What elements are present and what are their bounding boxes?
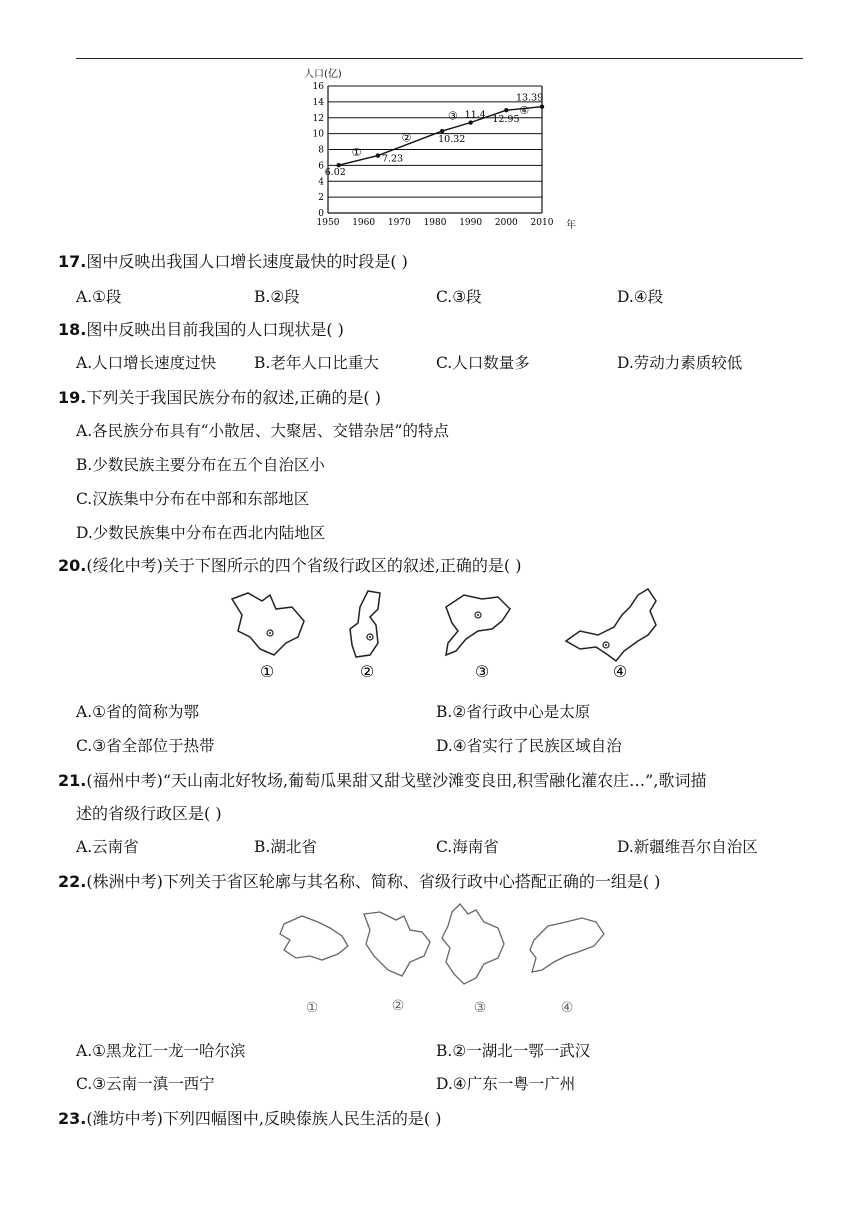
figure-label-3: ③	[474, 662, 490, 681]
figure-label-1: ①	[305, 1000, 319, 1016]
figure-label-2: ②	[391, 998, 405, 1014]
segment-marker: ①	[351, 145, 362, 159]
q20-option-c[interactable]: C.③省全部位于热带	[76, 737, 215, 755]
question-22-text: (株洲中考)下列关于省区轮廓与其名称、简称、省级行政中心搭配正确的一组是( )	[86, 872, 661, 891]
figure-label-3: ③	[473, 1000, 487, 1016]
data-label: 6.02	[324, 167, 346, 179]
data-label: 13.39	[516, 92, 544, 104]
x-tick-label: 2000	[494, 218, 518, 228]
x-tick-label: 1950	[316, 218, 340, 228]
q22-option-b[interactable]: B.②一湖北一鄂一武汉	[436, 1042, 591, 1060]
question-20: 20.(绥化中考)关于下图所示的四个省级行政区的叙述,正确的是( )	[58, 556, 522, 575]
q20-option-d[interactable]: D.④省实行了民族区域自治	[436, 737, 622, 755]
province-outline-1	[280, 916, 348, 1016]
province-outline-4	[566, 589, 656, 681]
question-18: 18.图中反映出目前我国的人口现状是( )	[58, 320, 344, 339]
y-tick-label: 14	[312, 97, 324, 108]
question-18-text: 图中反映出目前我国的人口现状是( )	[86, 320, 344, 339]
q19-option-b[interactable]: B.少数民族主要分布在五个自治区小	[76, 456, 325, 474]
figure-label-2: ②	[359, 662, 375, 681]
question-20-text: (绥化中考)关于下图所示的四个省级行政区的叙述,正确的是( )	[86, 556, 522, 575]
q18-option-b[interactable]: B.老年人口比重大	[254, 354, 379, 372]
q17-option-b[interactable]: B.②段	[254, 288, 300, 306]
y-tick-label: 0	[318, 209, 324, 219]
q17-option-c[interactable]: C.③段	[436, 288, 482, 306]
segment-marker: ④	[519, 103, 530, 117]
q18-option-d[interactable]: D.劳动力素质较低	[617, 354, 743, 372]
q21-option-c[interactable]: C.海南省	[436, 838, 499, 856]
data-point	[540, 105, 544, 109]
province-outline-2	[364, 912, 430, 1014]
q18-option-c[interactable]: C.人口数量多	[436, 354, 530, 372]
y-tick-label: 8	[318, 145, 324, 156]
q19-option-a[interactable]: A.各民族分布具有“小散居、大聚居、交错杂居”的特点	[76, 422, 449, 440]
question-21-text: (福州中考)“天山南北好牧场,葡萄瓜果甜又甜戈壁沙滩变良田,积雪融化灌农庄…”,歌词描	[86, 771, 707, 790]
data-point	[468, 120, 472, 124]
y-tick-label: 6	[318, 161, 324, 172]
x-tick-label: 1990	[459, 218, 483, 228]
question-17-text: 图中反映出我国人口增长速度最快的时段是( )	[86, 252, 408, 271]
y-tick-label: 16	[312, 82, 324, 92]
segment-marker: ③	[447, 109, 458, 123]
header-rule	[76, 58, 803, 59]
data-label: 7.23	[381, 153, 404, 165]
x-tick-label: 1970	[387, 218, 411, 228]
x-tick-label: 2010	[530, 218, 554, 228]
data-point	[376, 153, 380, 157]
data-label: 11.4	[464, 109, 486, 121]
data-label: 10.32	[438, 134, 466, 146]
province-outline-2	[350, 591, 380, 681]
y-tick-label: 10	[312, 129, 324, 140]
question-21-text-continued: 述的省级行政区是( )	[76, 804, 222, 823]
y-tick-label: 12	[312, 113, 324, 124]
x-axis-unit-label: 年	[566, 220, 576, 231]
province-outline-3	[442, 904, 504, 1016]
q22-option-d[interactable]: D.④广东一粤一广州	[436, 1075, 576, 1093]
population-line-chart	[300, 68, 580, 236]
province-outlines-figure-q20	[220, 585, 670, 685]
y-tick-label: 2	[318, 193, 324, 204]
question-17: 17.图中反映出我国人口增长速度最快的时段是( )	[58, 252, 408, 271]
q22-option-c[interactable]: C.③云南一滇一西宁	[76, 1075, 215, 1093]
province-outlines-figure-q22	[270, 900, 620, 1018]
q18-option-a[interactable]: A.人口增长速度过快	[76, 354, 217, 372]
q21-option-a[interactable]: A.云南省	[76, 838, 139, 856]
question-22: 22.(株洲中考)下列关于省区轮廓与其名称、简称、省级行政中心搭配正确的一组是( )	[58, 872, 661, 891]
q19-option-c[interactable]: C.汉族集中分布在中部和东部地区	[76, 490, 310, 508]
y-axis-label: 人口(亿)	[304, 69, 342, 80]
question-23-text: (潍坊中考)下列四幅图中,反映傣族人民生活的是( )	[86, 1109, 442, 1128]
figure-label-1: ①	[259, 662, 275, 681]
question-23: 23.(潍坊中考)下列四幅图中,反映傣族人民生活的是( )	[58, 1109, 442, 1128]
q20-option-a[interactable]: A.①省的简称为鄂	[76, 703, 200, 721]
province-outline-3	[446, 595, 510, 681]
data-point	[440, 129, 444, 133]
question-19: 19.下列关于我国民族分布的叙述,正确的是( )	[58, 388, 382, 407]
province-outline-1	[232, 593, 304, 681]
q20-option-b[interactable]: B.②省行政中心是太原	[436, 703, 591, 721]
question-21: 21.(福州中考)“天山南北好牧场,葡萄瓜果甜又甜戈壁沙滩变良田,积雪融化灌农庄…”,歌词描	[58, 771, 707, 790]
q19-option-d[interactable]: D.少数民族集中分布在西北内陆地区	[76, 524, 326, 542]
q21-option-b[interactable]: B.湖北省	[254, 838, 317, 856]
x-tick-label: 1960	[352, 218, 376, 228]
q17-option-a[interactable]: A.①段	[76, 288, 122, 306]
data-point	[504, 108, 508, 112]
q21-option-d[interactable]: D.新疆维吾尔自治区	[617, 838, 758, 856]
figure-label-4: ④	[612, 662, 628, 681]
data-label: 12.95	[492, 114, 520, 126]
question-19-text: 下列关于我国民族分布的叙述,正确的是( )	[86, 388, 382, 407]
y-tick-label: 4	[318, 177, 324, 188]
segment-marker: ②	[401, 131, 412, 145]
x-tick-label: 1980	[423, 218, 447, 228]
q17-option-d[interactable]: D.④段	[617, 288, 664, 306]
q22-option-a[interactable]: A.①黑龙江一龙一哈尔滨	[76, 1042, 246, 1060]
figure-label-4: ④	[560, 1000, 574, 1016]
province-outline-4	[530, 918, 604, 1016]
